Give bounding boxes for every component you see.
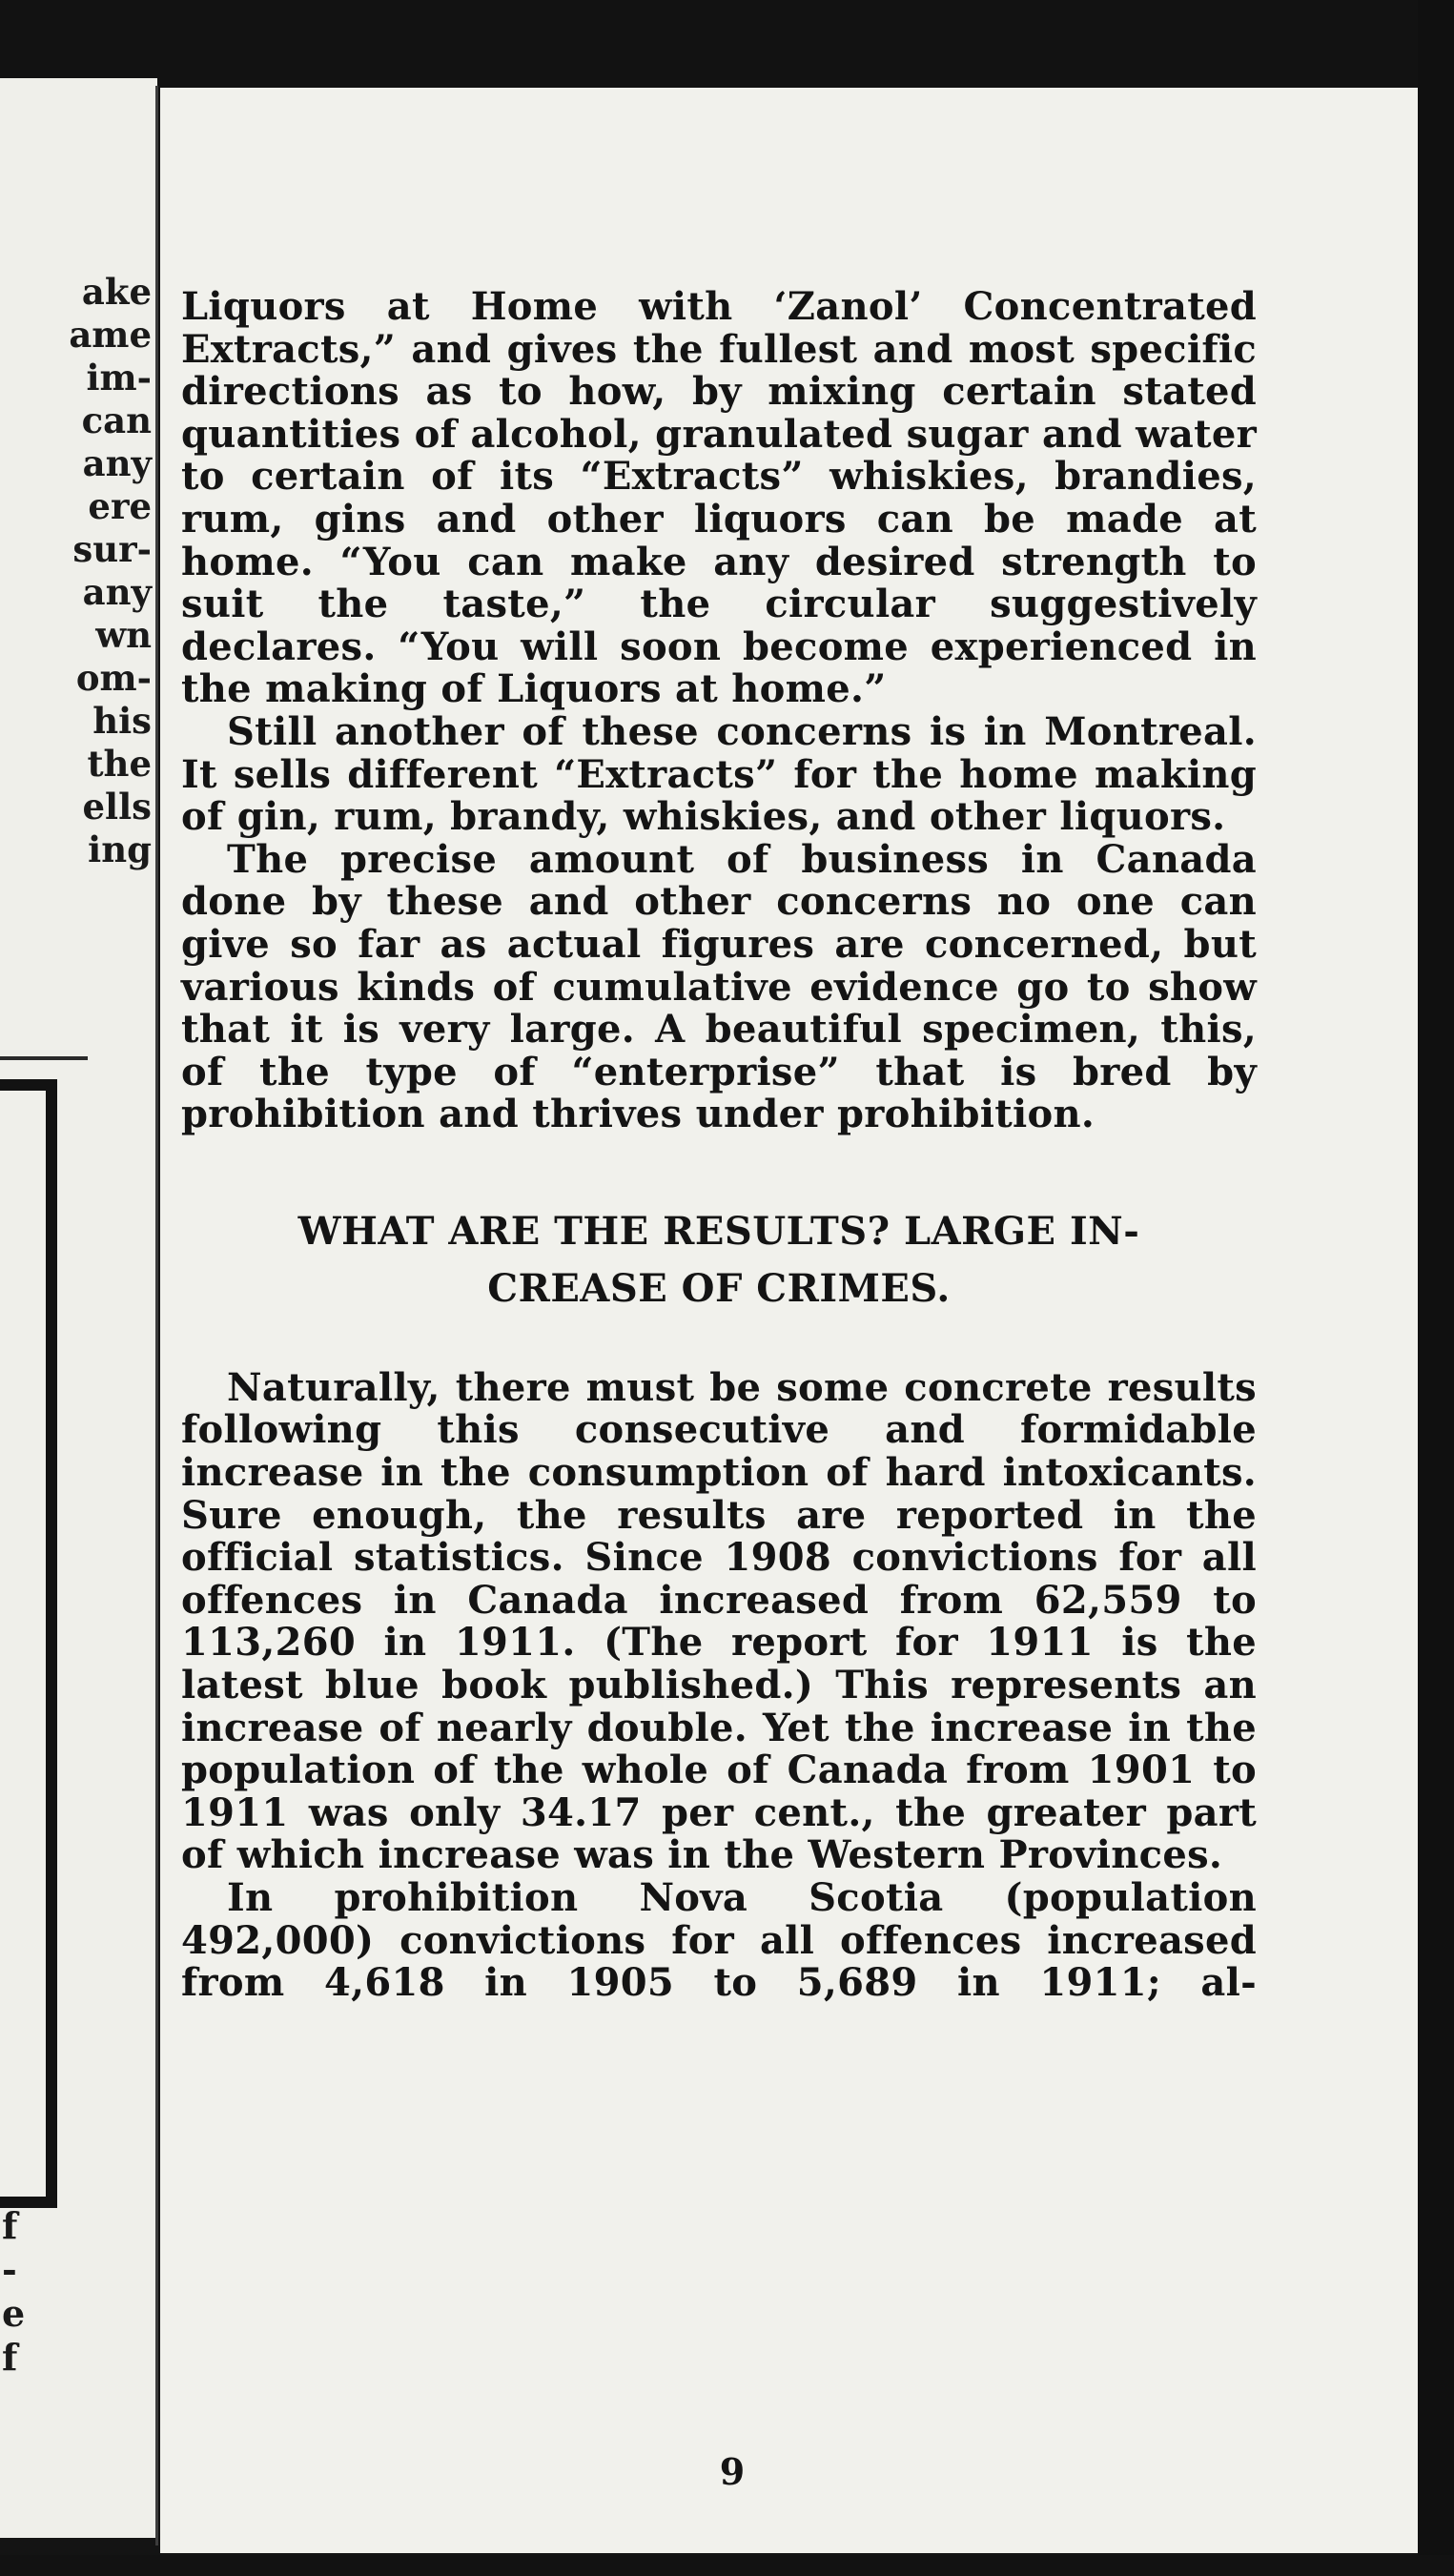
scanner-border-right	[1418, 0, 1454, 2576]
left-page-text-fragments	[69, 271, 152, 871]
page-number: 9	[719, 2450, 746, 2493]
paragraph-convictions-canada: Naturally, there must be some concrete results following this consecutive and formidable increase in the consumption of hard intoxicants. Sure enough, the results are reported in the official statistics. Since 1908 convictions for all offences in Canada increased from 62,559 to 113,260 in 1911. (The report for 1911 is the latest blue book published.) This represents an increase of nearly double. Yet the increase in the population of the whole of Canada from 1901 to 1911 was only 34.17 per cent., the greater part of which increase was in the Western Provinces.	[181, 1364, 1257, 1878]
left-page-fragment: e	[2, 2292, 26, 2335]
left-page-fragment: om-	[75, 657, 152, 699]
paragraph-business-amount: The precise amount of business in Canada done by these and other concerns no one can give so far as actual figures are concerned, but various kinds of cumulative evidence go to show that it is very large. A beautiful specimen, this, of the type of “enterprise” that is bred by prohibition and thrives under prohibition.	[181, 836, 1257, 1137]
left-page-fragment: sur-	[72, 528, 152, 570]
left-page-fragment: -	[2, 2248, 17, 2291]
paragraph-zanol-extracts: Liquors at Home with ‘Zanol’ Concentrated Extracts,” and gives the fullest and most specific directions as to how, by mixing certain stated quantities of alcohol, granulated sugar and water to certain of its “Extracts” whiskies, brandies, rum, gins and other liquors can be made at home. “You can make any desired strength to suit the taste,” the circular suggestively declares. “You will soon become experienced in the making of Liquors at home.”	[181, 284, 1257, 712]
left-page-box-frame	[0, 1079, 57, 2208]
paragraph-nova-scotia: In prohibition Nova Scotia (population 492,000) convictions for all offences increased from 4,618 in 1905 to 5,689 in 1911; al-	[181, 1875, 1257, 2006]
heading-line-1: WHAT ARE THE RESULTS? LARGE IN-	[297, 1208, 1140, 1254]
left-page-fragment: ing	[88, 828, 152, 870]
left-page-fragment: f	[2, 2336, 18, 2379]
left-page-fragment: any	[82, 571, 152, 613]
section-heading	[181, 1203, 1257, 1318]
heading-line-2: CREASE OF CRIMES.	[487, 1265, 951, 1311]
left-page-fragment: ame	[69, 314, 152, 356]
left-facing-page	[0, 78, 157, 2538]
left-page-fragment: ells	[82, 786, 152, 828]
body-text-column	[181, 286, 1257, 2005]
left-page-fragment: wn	[95, 614, 152, 656]
left-page-fragment: im-	[86, 357, 152, 399]
left-page-fragment: can	[81, 399, 152, 441]
paragraph-montreal-concern: Still another of these concerns is in Montreal. It sells different “Extracts” for the home making of gin, rum, brandy, whiskies, and other liquors.	[181, 708, 1257, 840]
left-page-rule	[0, 1056, 88, 1060]
left-page-fragment: f	[2, 2204, 18, 2247]
page-gutter-line	[155, 86, 158, 2545]
scanner-border-bottom	[0, 2555, 1454, 2576]
left-page-lower-fragments	[2, 2204, 25, 2380]
left-page-fragment: the	[87, 743, 152, 785]
document-page	[160, 88, 1421, 2553]
left-page-fragment: ere	[88, 485, 152, 527]
left-page-fragment: ake	[81, 271, 152, 313]
left-page-fragment: any	[82, 442, 152, 484]
left-page-fragment: his	[92, 700, 152, 742]
